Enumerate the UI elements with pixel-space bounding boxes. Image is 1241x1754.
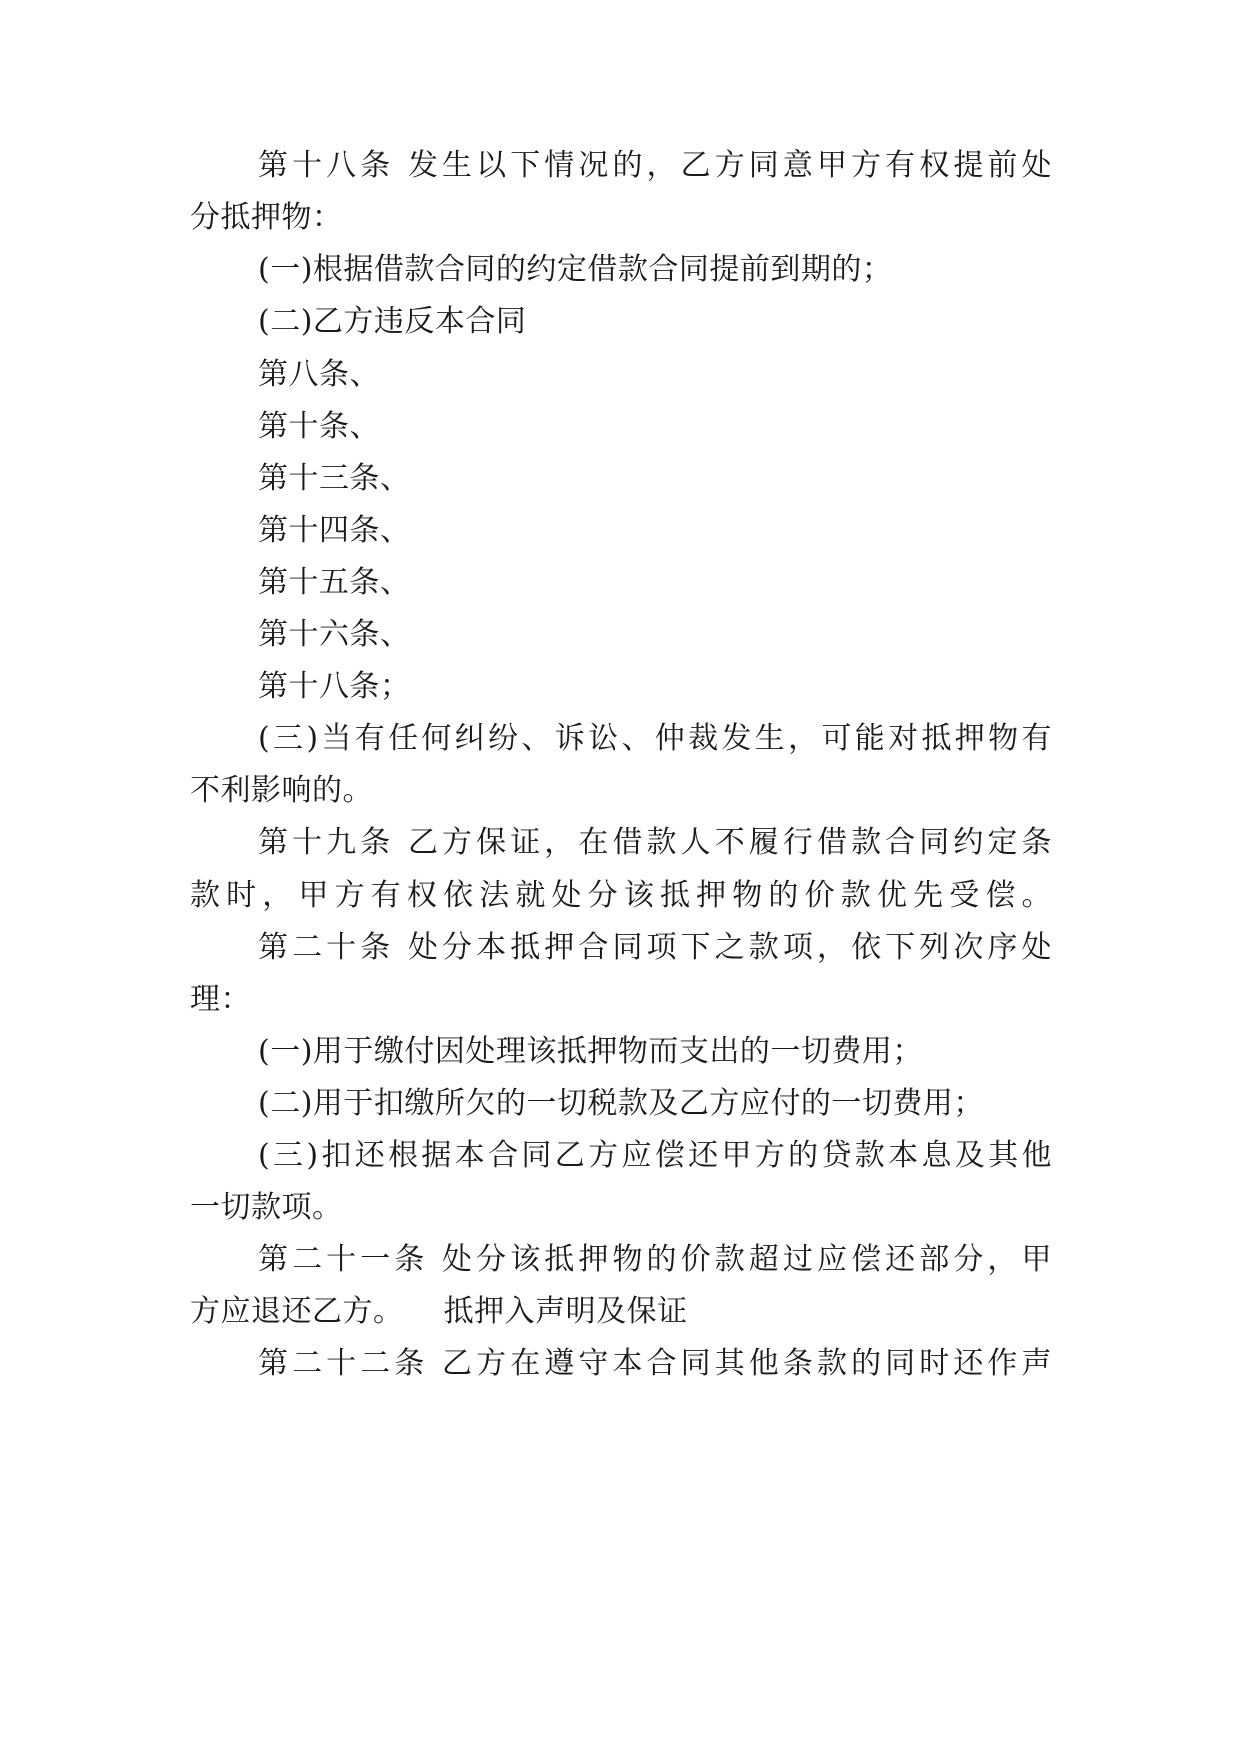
text-line: 第十八条；: [258, 669, 411, 704]
text-line: 第二十一条 处分该抵押物的价款超过应偿还部分，甲: [258, 1242, 1052, 1277]
text-line: (一)用于缴付因处理该抵押物而支出的一切费用；: [258, 1034, 923, 1069]
text-line: (二)用于扣缴所欠的一切税款及乙方应付的一切费用；: [258, 1086, 984, 1121]
text-line: 第八条、: [258, 357, 380, 392]
text-line: 第十八条 发生以下情况的，乙方同意甲方有权提前处: [258, 148, 1052, 183]
text-line: (二)乙方违反本合同: [258, 304, 527, 339]
text-line: 一切款项。: [190, 1190, 343, 1225]
text-line: 不利影响的。: [190, 773, 373, 808]
text-line: 第十九条 乙方保证，在借款人不履行借款合同约定条: [258, 825, 1052, 860]
text-line: 第十四条、: [258, 513, 411, 548]
text-line: (三)扣还根据本合同乙方应偿还甲方的贷款本息及其他: [258, 1138, 1052, 1173]
text-line: (一)根据借款合同的约定借款合同提前到期的；: [258, 252, 893, 287]
text-line: 第十五条、: [258, 565, 411, 600]
text-line: 第十六条、: [258, 617, 411, 652]
text-line: (三)当有任何纠纷、诉讼、仲裁发生，可能对抵押物有: [258, 721, 1052, 756]
text-line: 分抵押物：: [190, 200, 343, 235]
text-line: 第十三条、: [258, 461, 411, 496]
text-line: 款时，甲方有权依法就处分该抵押物的价款优先受偿。: [190, 878, 1052, 913]
text-line: 第二十二条 乙方在遵守本合同其他条款的同时还作声: [258, 1346, 1052, 1381]
text-line: 第二十条 处分本抵押合同项下之款项，依下列次序处: [258, 930, 1052, 965]
text-line: 方应退还乙方。 抵押入声明及保证: [190, 1294, 688, 1329]
text-line: 理：: [190, 982, 251, 1017]
text-line: 第十条、: [258, 409, 380, 444]
